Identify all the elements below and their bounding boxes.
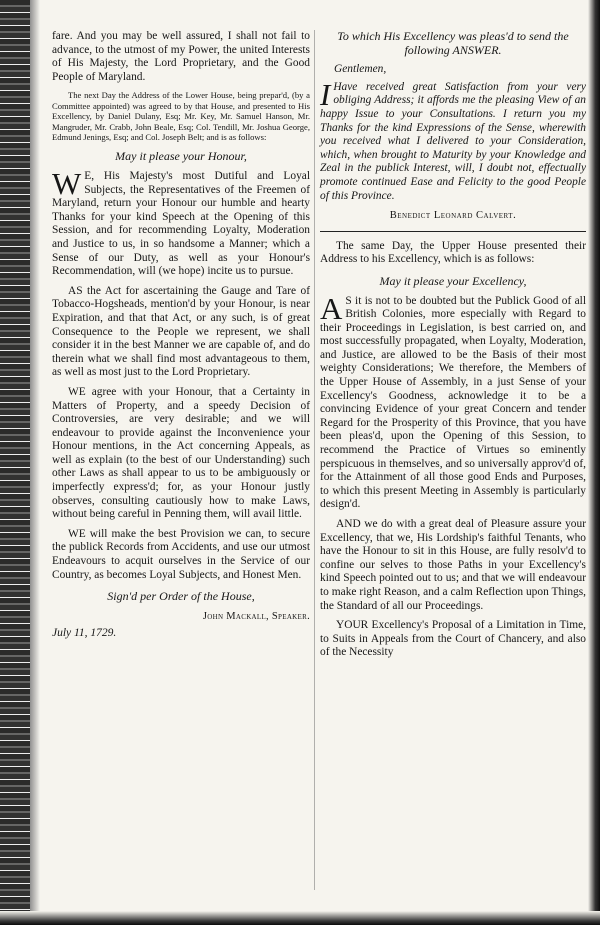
salutation-excellency: May it please your Excellency,: [379, 273, 527, 288]
scan-edge-bottom: [0, 911, 600, 925]
tobacco-act-paragraph: AS the Act for ascertaining the Gauge and Tare of Tobacco-Hogsheads, mention'd by your Honour, is near Expiration, and that that Act, or any such, is of great Consequence to the People we represent, we shall consider it in the best Manner we are capable of, and do therein what we shall find most advantageous to them, as well as most just to the Lord Proprietary.: [52, 284, 310, 379]
salutation-honour: May it please your Honour,: [115, 149, 247, 164]
scan-edge-left: [0, 0, 40, 925]
section-rule: [320, 231, 586, 232]
governor-answer-text: Have received great Satisfaction from your very obliging Address; it affords me the pleasing View of an happy Issue to your Consultations. I return you my Thanks for the kind Expressions of the Sense, wherewith you received what I delivered to your Consideration, which, when brought to Maturity by your Knowledge and Zeal in the publick Interest, will, I doubt not, effectually promote continued Ease and Felicity to the good People of this Province.: [320, 80, 586, 202]
upper-house-address-paragraph: [320, 290, 586, 513]
signed-line: Sign'd per Order of the House,: [107, 589, 255, 604]
drop-cap-w: W: [52, 166, 82, 201]
governor-signature: Benedict Leonard Calvert.: [389, 210, 517, 222]
column-divider: [314, 30, 315, 890]
records-paragraph: WE will make the best Provision we can, to secure the publick Records from Accidents, and use our utmost Endeavours to acquit ourselves in the Service of our Country, as becomes Loyal Subjects, and Honest Men.: [52, 527, 310, 581]
lower-house-note: The next Day the Address of the Lower House, being prepar'd, (by a Committee appointed) was agreed to by that House, and presented to His Excellency, by Daniel Dulany, Esq; Mr. Key, Mr. Samuel Hanson, Mr. Mangruder, Mr. Crabb, John Beale, Esq; Col. Tendill, Mr. Joshua George, Edmund Jenings, Esq; and Col. Joseph Belt; and is as follows:: [52, 90, 310, 142]
speaker-signature: John Mackall, Speaker.: [202, 610, 310, 622]
address-opening-paragraph: [52, 166, 310, 279]
upper-house-intro: The same Day, the Upper House presented their Address to his Excellency, which is as follows:: [320, 239, 586, 266]
left-column: [52, 30, 310, 641]
property-paragraph: WE agree with your Honour, that a Certainty in Matters of Property, and a speedy Decision of Controversies, are very desirable; and we will endeavour to provide against the Inconvenience your Honour mentions, in the Act concerning Appeals, as well as explain (to the best of our Understanding) such other Laws as shall appear to us to be ambiguously or imperfectly express'd; for, as your Honour justly observes, consulting cautiously how to make Laws, without being careful in Penning them, will avail little.: [52, 385, 310, 521]
drop-cap-a: A: [320, 290, 343, 326]
right-column: [320, 30, 586, 666]
upper-house-address-text: S it is not to be doubted but the Publick Good of all British Colonies, more especially with Regard to their Proceedings in Legislation, is best carried on, and most successfully propagated, when Loyalty, Moderation, and Justice, are allowed to be the Basis of their most weighty Considerations; We therefore, the Members of the Upper House of Assembly, in a just Sense of your Excellency's Goodness, acknowledge it to be a convincing Evidence of your great Concern and tender Regard for the Prosperity of this Province, that you have been pleas'd, upon the Opening of this Session, to recommend the Practice of Virtues so eminently perspicuous in themselves, and so universally approv'd of, for the Attainment of all those good Ends and Purposes, to which this present Meeting in Assembly is particularly design'd.: [320, 294, 586, 511]
dateline: July 11, 1729.: [52, 627, 117, 640]
tenants-paragraph: AND we do with a great deal of Pleasure assure your Excellency, that we, His Lordship's faithful Tenants, who have the Honour to sit in this House, are fully resolv'd to confine our selves to those Paths in your Excellency's kind Speech pointed out to us; and that we will endeavour to make right Reason, and a calm Reflection upon Things, the Standard of all our Proceedings.: [320, 518, 586, 612]
drop-cap-i: I: [320, 76, 331, 112]
closing-speech-paragraph: fare. And you may be well assured, I shall not fail to advance, to the utmost of my Power, the united Interests of His Majesty, the Lord Proprietary, and the Good People of Maryland.: [52, 30, 310, 83]
answer-intro: To which His Excellency was pleas'd to send the following ANSWER.: [337, 29, 569, 57]
scan-edge-right: [588, 0, 600, 925]
limitation-paragraph: YOUR Excellency's Proposal of a Limitation in Time, to Suits in Appeals from the Court of Chancery, and also of the Necessity: [320, 619, 586, 659]
governor-answer-paragraph: [320, 76, 586, 203]
salutation-gentlemen: Gentlemen,: [334, 63, 387, 76]
address-opening-text: E, His Majesty's most Dutiful and Loyal Subjects, the Representatives of the Freemen of Maryland, return your Honour our humble and hearty Thanks for your kind Speech at the Opening of this Session, and for recommending Loyalty, Moderation and Justice to us, in so handsome a Manner; which a Sense of our Duty, as well as your Honour's Recommendation, will (we hope) incite us to pursue.: [52, 170, 310, 278]
